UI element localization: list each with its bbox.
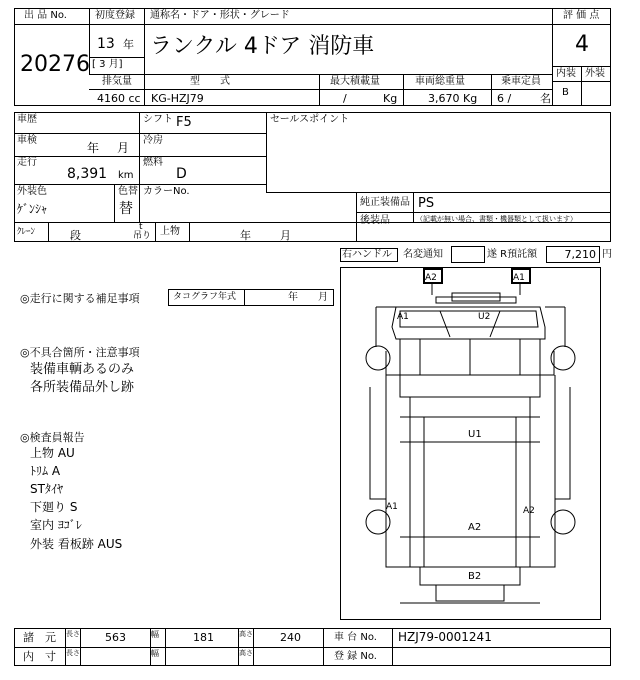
inspector-line: 下廻り S bbox=[30, 500, 78, 514]
model-value: KG-HZJ79 bbox=[151, 92, 204, 105]
divider bbox=[356, 222, 357, 242]
genuine-equipment-label: 純正装備品 bbox=[360, 197, 410, 208]
mark-a2-top: A2 bbox=[425, 273, 437, 283]
capacity-label: 乗車定員 bbox=[501, 76, 541, 87]
chassis-label: 車 台 No. bbox=[334, 632, 377, 643]
yen-unit: 円 bbox=[602, 249, 612, 260]
length-label: 長さ bbox=[66, 630, 80, 638]
capacity-unit: 名 bbox=[540, 92, 551, 105]
defect-line: 各所装備品外し跡 bbox=[30, 380, 135, 395]
width-value: 181 bbox=[193, 631, 214, 644]
mileage-value: 8,391 bbox=[67, 166, 108, 182]
divider bbox=[491, 74, 492, 106]
mark-a2-center: A2 bbox=[468, 522, 482, 533]
mileage-label: 走行 bbox=[17, 157, 37, 168]
gross-weight-value: 3,670 Kg bbox=[428, 92, 478, 105]
driving-notes-title: ◎走行に関する補足事項 bbox=[20, 292, 140, 305]
odometer-recycle-label: 遂 R預託額 bbox=[487, 249, 538, 260]
name-change-box bbox=[451, 246, 485, 263]
history-label: 車歴 bbox=[17, 114, 37, 125]
inspector-line: 外装 看板跡 AUS bbox=[30, 537, 123, 551]
rating-value: 4 bbox=[575, 32, 589, 57]
fuel-value: D bbox=[176, 166, 187, 182]
divider bbox=[253, 628, 254, 666]
divider bbox=[14, 647, 611, 648]
crane-stage: 段 bbox=[70, 229, 81, 242]
lot-label: 出 品 No. bbox=[24, 10, 67, 21]
divider bbox=[581, 66, 582, 106]
divider bbox=[114, 184, 115, 222]
crane-label: ｸﾚｰﾝ bbox=[17, 227, 36, 237]
aftermarket-label: 後装品 bbox=[360, 215, 390, 226]
divider bbox=[80, 628, 81, 666]
interior-height-label: 高さ bbox=[239, 649, 253, 657]
inspector-title: ◎検査員報告 bbox=[20, 431, 85, 444]
color-change-value: 替 bbox=[119, 201, 133, 217]
height-label: 高さ bbox=[239, 630, 253, 638]
name-change-label: 名変通知 bbox=[403, 249, 443, 260]
registration-year-unit: 年 bbox=[123, 38, 134, 51]
chassis-number: HZJ79-0001241 bbox=[398, 630, 492, 644]
color-value: ｹﾞﾝｼｬ bbox=[17, 202, 48, 216]
fuel-label: 燃料 bbox=[143, 157, 163, 168]
divider bbox=[89, 89, 552, 90]
car-name: ランクル 4ドア 消防車 bbox=[150, 34, 375, 59]
divider bbox=[552, 24, 611, 25]
divider bbox=[89, 57, 144, 58]
mark-a1-rear-left: A1 bbox=[386, 502, 398, 512]
divider bbox=[403, 74, 404, 106]
exterior-label: 外装 bbox=[585, 68, 605, 79]
mark-u1: U1 bbox=[468, 429, 482, 440]
divider bbox=[139, 112, 140, 222]
divider bbox=[144, 74, 145, 106]
first-registration-label: 初度登録 bbox=[95, 10, 135, 21]
displacement-value: 4160 cc bbox=[97, 92, 141, 105]
inspector-line: ﾄﾘﾑ A bbox=[30, 464, 61, 478]
inspection-label: 車検 bbox=[17, 135, 37, 146]
model-label: 型 式 bbox=[190, 76, 230, 87]
divider bbox=[14, 184, 266, 185]
registration-no-label: 登 録 No. bbox=[334, 651, 377, 662]
mark-u2: U2 bbox=[478, 312, 491, 322]
max-load-unit: Kg bbox=[383, 92, 398, 105]
interior-width-label: 幅 bbox=[151, 649, 159, 658]
inspection-year: 年 bbox=[87, 141, 100, 155]
divider bbox=[356, 212, 611, 213]
divider bbox=[144, 8, 145, 74]
displacement-label: 排気量 bbox=[102, 76, 132, 87]
capacity-value: 6 / bbox=[497, 92, 512, 105]
car-name-label: 通称名・ドア・形状・グレード bbox=[150, 10, 290, 21]
divider bbox=[155, 222, 156, 242]
divider bbox=[14, 156, 266, 157]
divider bbox=[413, 192, 414, 222]
mark-a1-top: A1 bbox=[513, 273, 525, 283]
inspector-line: 上物 AU bbox=[30, 446, 75, 460]
divider bbox=[14, 24, 89, 25]
registration-month: [ 3 月] bbox=[92, 59, 123, 70]
rating-label: 評 価 点 bbox=[563, 10, 600, 21]
divider bbox=[319, 74, 320, 106]
upper-month: 月 bbox=[280, 229, 291, 242]
gross-weight-label: 車両総重量 bbox=[415, 76, 465, 87]
color-label: 外装色 bbox=[17, 186, 47, 197]
tachograph-label: タコグラフ年式 bbox=[173, 292, 237, 302]
registration-year: 13 bbox=[97, 36, 115, 52]
divider bbox=[89, 24, 552, 25]
lot-number: 20276 bbox=[20, 52, 90, 77]
mark-a1-left: A1 bbox=[397, 312, 409, 322]
ac-label: 冷房 bbox=[143, 135, 163, 146]
mark-b2: B2 bbox=[468, 571, 482, 582]
width-label: 幅 bbox=[151, 630, 159, 639]
crane-ton: t bbox=[139, 222, 143, 232]
divider bbox=[323, 628, 324, 666]
divider bbox=[189, 222, 190, 242]
genuine-equipment-value: PS bbox=[418, 196, 435, 211]
defect-title: ◎不具合箇所・注意事項 bbox=[20, 346, 140, 359]
crane-lift: 吊り bbox=[133, 231, 152, 241]
shift-label: シフト bbox=[143, 114, 173, 125]
sales-point-label: セールスポイント bbox=[270, 114, 350, 125]
dimensions-label: 諸 元 bbox=[23, 631, 56, 644]
divider bbox=[48, 222, 49, 242]
max-load-label: 最大積載量 bbox=[330, 76, 380, 87]
divider bbox=[244, 289, 245, 306]
length-value: 563 bbox=[105, 631, 126, 644]
upper-label: 上物 bbox=[160, 226, 180, 237]
divider bbox=[266, 112, 267, 192]
interior-length-label: 長さ bbox=[66, 649, 80, 657]
upper-year: 年 bbox=[240, 229, 251, 242]
inspector-line: 室内 ﾖｺﾞﾚ bbox=[30, 518, 82, 532]
divider bbox=[14, 133, 266, 134]
inspector-line: STﾀｲﾔ bbox=[30, 482, 63, 496]
defect-line: 装備車輌あるのみ bbox=[30, 362, 135, 377]
divider bbox=[552, 8, 553, 106]
interior-dimensions-label: 内 寸 bbox=[23, 650, 56, 663]
tachograph-month: 月 bbox=[318, 292, 328, 303]
recycle-amount: 7,210 bbox=[564, 248, 596, 261]
shift-value: F5 bbox=[176, 115, 192, 130]
mileage-unit: km bbox=[118, 170, 134, 181]
divider bbox=[392, 628, 393, 666]
tachograph-year: 年 bbox=[288, 292, 298, 303]
handle-value: 右ハンドル bbox=[342, 249, 392, 260]
color-change-label: 色替 bbox=[118, 186, 138, 197]
vehicle-diagram bbox=[340, 267, 601, 620]
aftermarket-note: （記載が無い場合、書類・機器類として扱います） bbox=[416, 215, 577, 223]
interior-label: 内装 bbox=[556, 68, 576, 79]
mark-a2-rear-right: A2 bbox=[523, 506, 535, 516]
inspection-month: 月 bbox=[117, 141, 130, 155]
color-no-label: カラーNo. bbox=[143, 186, 190, 197]
divider bbox=[266, 192, 611, 193]
interior-grade: B bbox=[562, 87, 569, 98]
divider bbox=[356, 192, 357, 222]
divider bbox=[165, 628, 166, 666]
divider bbox=[89, 74, 552, 75]
max-load-value: / bbox=[343, 92, 347, 105]
height-value: 240 bbox=[280, 631, 301, 644]
